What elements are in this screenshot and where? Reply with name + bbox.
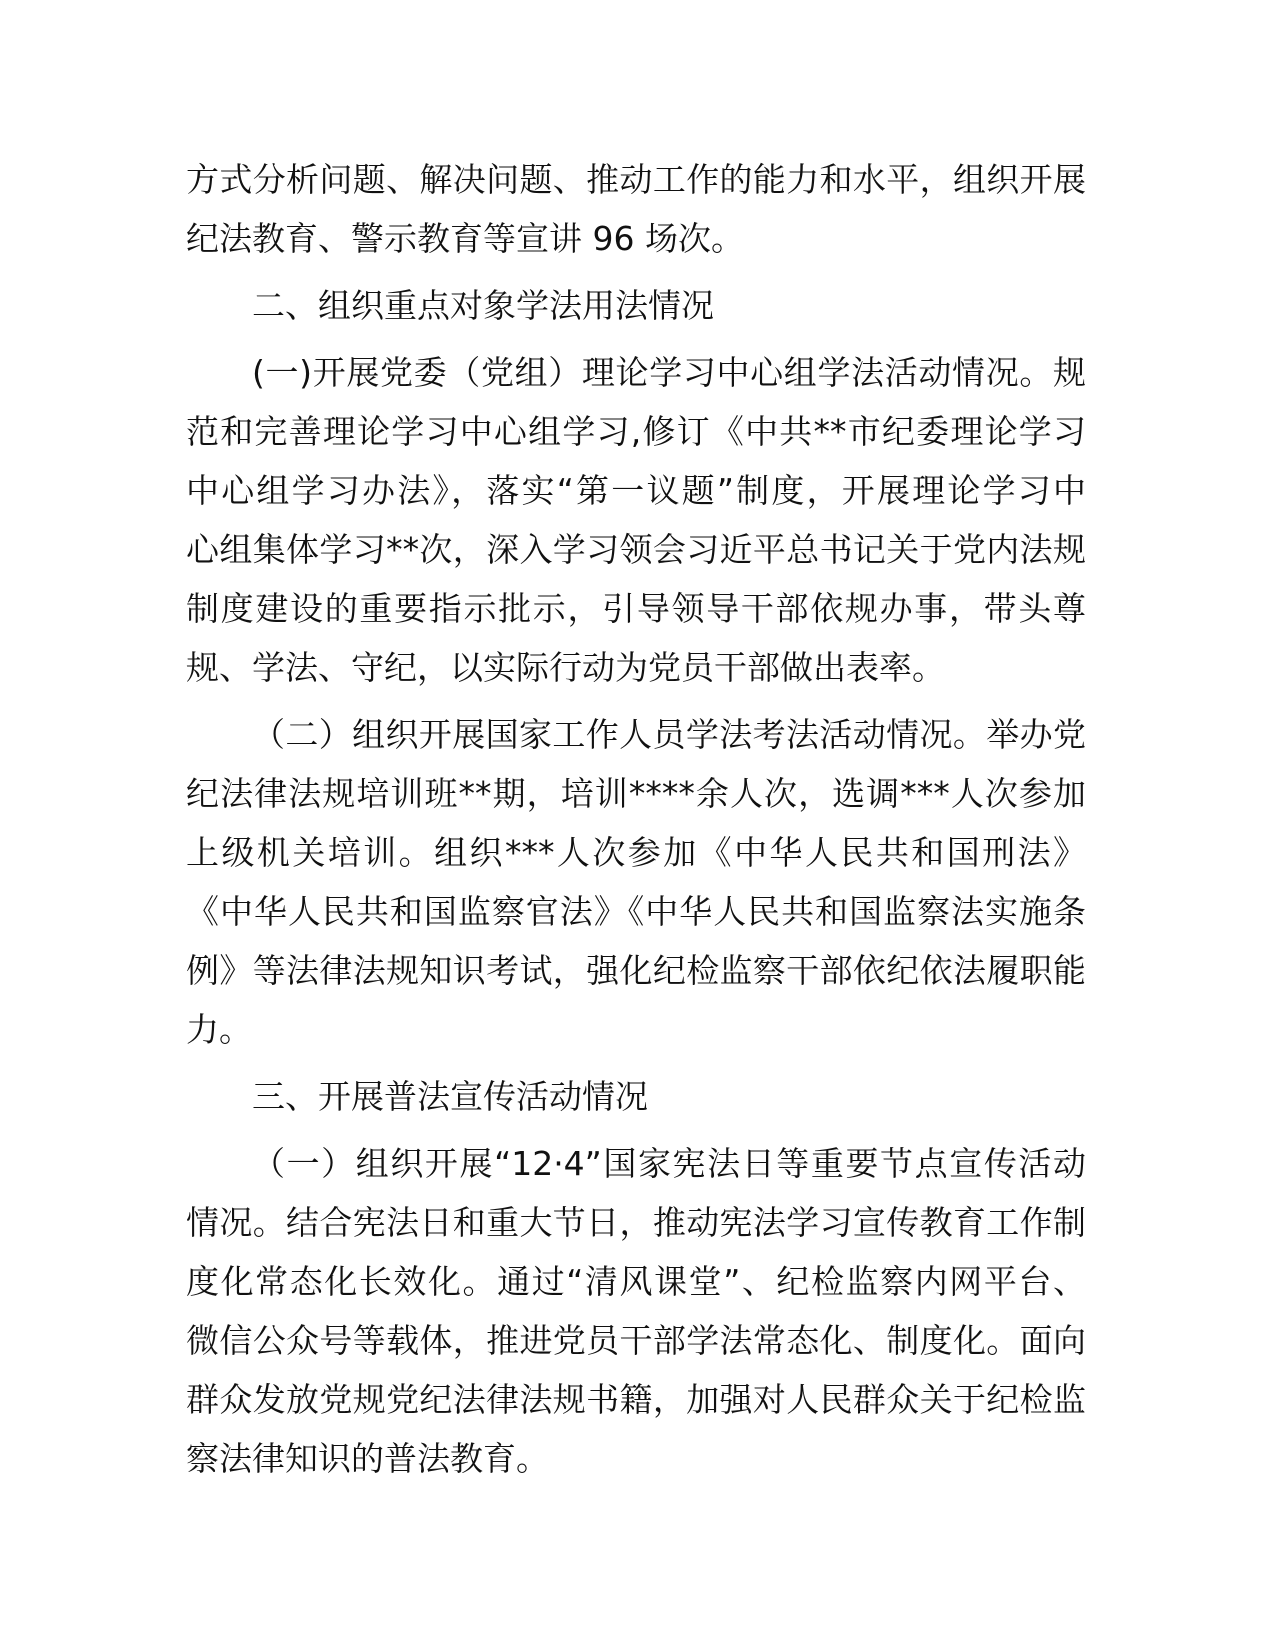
paragraph-staff-training [186, 705, 1086, 1059]
text-line: 群众发放党规党纪法律法规书籍，加强对人民群众关于纪检监 [186, 1380, 1086, 1419]
text-line: 察法律知识的普法教育。 [186, 1439, 549, 1478]
text-line: 制度建设的重要指示批示，引导领导干部依规办事，带头尊 [186, 589, 1086, 628]
document-body [186, 150, 1086, 1496]
text-line: （一）组织开展“12·4”国家宪法日等重要节点宣传活动 [252, 1144, 1086, 1183]
text-line: 情况。结合宪法日和重大节日，推动宪法学习宣传教育工作制 [186, 1203, 1086, 1242]
heading-line: 二、组织重点对象学法用法情况 [252, 286, 714, 325]
text-line: 心组集体学习**次，深入学习领会习近平总书记关于党内法规 [186, 530, 1086, 569]
text-line: (一)开展党委（党组）理论学习中心组学法活动情况。规 [252, 353, 1086, 392]
section-heading-2 [186, 276, 1086, 335]
section-heading-3 [186, 1067, 1086, 1126]
text-line: 力。 [186, 1010, 252, 1049]
text-line: 上级机关培训。组织***人次参加《中华人民共和国刑法》 [186, 833, 1086, 872]
text-line: 微信公众号等载体，推进党员干部学法常态化、制度化。面向 [186, 1321, 1086, 1360]
text-line: 度化常态化长效化。通过“清风课堂”、纪检监察内网平台、 [186, 1262, 1086, 1301]
paragraph-constitution-day [186, 1134, 1086, 1488]
text-line: 中心组学习办法》，落实“第一议题”制度，开展理论学习中 [186, 471, 1086, 510]
paragraph-study-group [186, 343, 1086, 697]
paragraph-continuation [186, 150, 1086, 268]
text-line: 方式分析问题、解决问题、推动工作的能力和水平，组织开展 [186, 160, 1086, 199]
text-line: 《中华人民共和国监察官法》《中华人民共和国监察法实施条 [186, 892, 1086, 931]
text-line: 规、学法、守纪，以实际行动为党员干部做出表率。 [186, 648, 945, 687]
text-line: 纪法教育、警示教育等宣讲 96 场次。 [186, 219, 744, 258]
text-line: （二）组织开展国家工作人员学法考法活动情况。举办党 [252, 715, 1086, 754]
heading-line: 三、开展普法宣传活动情况 [252, 1077, 648, 1116]
text-line: 例》等法律法规知识考试，强化纪检监察干部依纪依法履职能 [186, 951, 1086, 990]
text-line: 范和完善理论学习中心组学习,修订《中共**市纪委理论学习 [186, 412, 1086, 451]
text-line: 纪法律法规培训班**期，培训****余人次，选调***人次参加 [186, 774, 1086, 813]
